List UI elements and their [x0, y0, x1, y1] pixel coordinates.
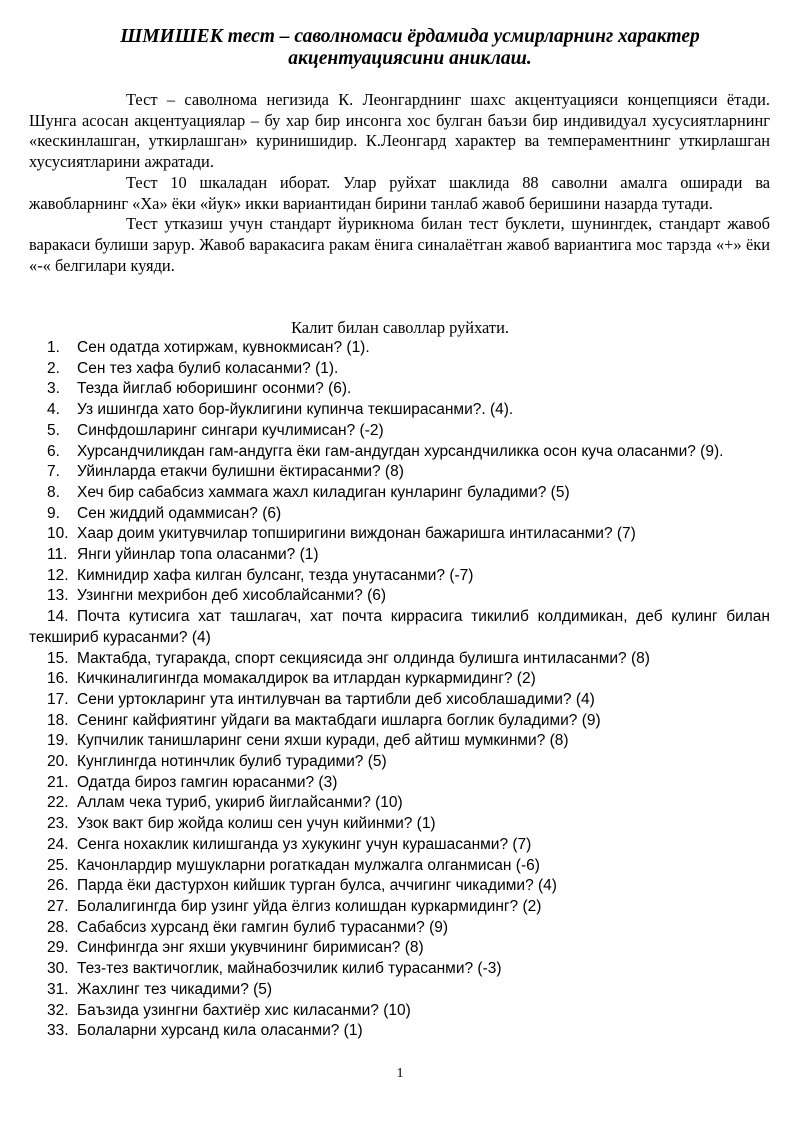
question-item [29, 524, 770, 545]
question-number: 8. [47, 483, 60, 501]
question-number: 3. [47, 380, 60, 398]
question-text: Узок вакт бир жойда колиш сен учун кийинми? (1) [77, 815, 436, 833]
question-item [29, 752, 770, 773]
question-list-title: Калит билан саволлар руйхати. [291, 318, 509, 337]
question-text: Сен одатда хотиржам, кувнокмисан? (1). [77, 339, 370, 356]
question-number: 25. [47, 856, 69, 874]
question-text: Болалигингда бир узинг уйда ёлгиз колишдан куркармидинг? (2) [77, 897, 542, 915]
question-item [29, 856, 770, 877]
question-item [29, 938, 770, 959]
intro-paragraph: Тест утказиш учун стандарт йурикнома билан тест буклети, шунингдек, стандарт жавоб варакаси булиши зарур. Жавоб варакасига ракам ёнига синалаётган жавоб вариантига мос тарзда «+» ёки «-« белгилари куяди. [29, 214, 770, 275]
question-item [29, 462, 770, 483]
question-item [29, 669, 770, 690]
question-number: 23. [47, 815, 69, 833]
question-number: 28. [47, 918, 69, 936]
intro-paragraph: Тест – саволнома негизида К. Леонгарднинг шахс акцентуацияси концепцияси ётади. Шунга асосан акцентуациялар – бу хар бир инсонга хос булган баъзи бир индивидуал хусусиятларнинг «кескинлашган, уткирлашган» куринишидир. К.Леонгард характер ва темпераментнинг уткирлашган хусусиятларини ажратади. [29, 90, 770, 172]
question-item [29, 338, 770, 359]
question-text: Одатда бироз гамгин юрасанми? (3) [77, 773, 338, 791]
question-item [29, 566, 770, 587]
question-item [29, 897, 770, 918]
question-text: Качонлардир мушукларни рогаткадан мулжалга олганмисан (-6) [77, 856, 540, 874]
question-number: 21. [47, 773, 69, 791]
question-number: 18. [47, 711, 69, 729]
question-text: Аллам чека туриб, укириб йиглайсанми? (10) [77, 794, 403, 812]
question-number: 2. [47, 359, 60, 377]
question-text: Уйинларда етакчи булишни ёктирасанми? (8) [77, 463, 404, 481]
question-number: 27. [47, 897, 69, 915]
question-text: Синфингда энг яхши укувчининг биримисан? (8) [77, 939, 424, 957]
document-title: ШМИШЕК тест – саволномаси ёрдамида усмирларнинг характер акцентуациясини аниклаш. [120, 26, 700, 69]
question-text: Купчилик танишларинг сени яхши куради, деб айтиш мумкинми? (8) [77, 732, 569, 750]
question-number: 6. [47, 442, 60, 460]
question-number: 32. [47, 1001, 69, 1019]
question-number: 13. [47, 587, 69, 605]
question-text: Узингни мехрибон деб хисоблайсанми? (6) [77, 587, 387, 605]
question-item [29, 649, 770, 670]
question-number: 20. [47, 753, 69, 771]
question-text: Уз ишингда хато бор-йуклигини купинча текширасанми?. (4). [77, 401, 514, 419]
question-text: Сабабсиз хурсанд ёки гамгин булиб турасанми? (9) [77, 918, 449, 936]
question-item [29, 918, 770, 939]
question-text: Парда ёки дастурхон кийшик турган булса, аччигинг чикадими? (4) [77, 877, 557, 895]
question-item [29, 359, 770, 380]
question-item [29, 379, 770, 400]
question-text: Болаларни хурсанд кила оласанми? (1) [77, 1022, 363, 1040]
question-text: Тезда йиглаб юборишинг осонми? (6). [77, 380, 352, 398]
question-item [29, 773, 770, 794]
question-text: Хаар доим укитувчилар топширигини виждонан бажаришга интиласанми? (7) [77, 525, 636, 543]
question-item [29, 483, 770, 504]
question-number: 22. [47, 794, 69, 812]
question-number: 17. [47, 690, 69, 708]
question-text: Жахлинг тез чикадими? (5) [77, 980, 273, 998]
question-text: Синфдошларинг сингари кучлимисан? (-2) [77, 421, 384, 439]
question-text: Кичкиналигингда момакалдирок ва итлардан куркармидинг? (2) [77, 670, 536, 688]
question-item [29, 690, 770, 711]
question-text: Янги уйинлар топа оласанми? (1) [77, 546, 319, 564]
question-number: 30. [47, 960, 69, 978]
question-text: Тез-тез вактичоглик, майнабозчилик килиб турасанми? (-3) [77, 960, 502, 978]
question-text: Сени уртокларинг ута интилувчан ва тартибли деб хисоблашадими? (4) [77, 690, 595, 708]
question-item [29, 731, 770, 752]
question-item [29, 504, 770, 525]
question-number: 26. [47, 877, 69, 895]
question-text: Почта кутисига хат ташлагач, хат почта киррасига тикилиб колдимикан, деб кулинг билан текшириб курасанми? (4) [29, 608, 770, 646]
question-number: 19. [47, 732, 69, 750]
question-number: 24. [47, 835, 69, 853]
intro-paragraph: Тест 10 шкаладан иборат. Улар руйхат шаклида 88 саволни амалга оширади ва жавобларнинг «Ха» ёки «йук» икки вариантидан бирини танлаб жавоб беришини назарда тутади. [29, 172, 770, 213]
question-item [29, 980, 770, 1001]
question-item [29, 545, 770, 566]
question-item [29, 711, 770, 732]
question-number: 15. [47, 649, 69, 667]
question-text: Мактабда, тугаракда, спорт секциясида энг олдинда булишга интиласанми? (8) [77, 649, 650, 667]
question-list [29, 338, 770, 1042]
question-item [29, 876, 770, 897]
question-item [29, 959, 770, 980]
question-text: Сен жиддий одаммисан? (6) [77, 504, 282, 522]
question-number: 12. [47, 566, 69, 584]
question-number: 4. [47, 401, 60, 419]
question-item [29, 1021, 770, 1042]
question-number: 14. [47, 608, 69, 626]
question-number: 29. [47, 939, 69, 957]
question-number: 1. [47, 339, 60, 356]
question-item [29, 814, 770, 835]
question-item [29, 421, 770, 442]
question-text: Хурсандчиликдан гам-андугга ёки гам-андугдан хурсандчиликка осон куча оласанми? (9). [77, 442, 724, 460]
question-number: 31. [47, 980, 69, 998]
question-item [29, 400, 770, 421]
question-text: Баъзида узингни бахтиёр хис киласанми? (10) [77, 1001, 411, 1019]
question-text: Хеч бир сабабсиз хаммага жахл киладиган кунларинг буладими? (5) [77, 483, 570, 501]
question-text: Сен тез хафа булиб коласанми? (1). [77, 359, 339, 377]
question-item [29, 835, 770, 856]
question-text: Сенинг кайфиятинг уйдаги ва мактабдаги ишларга боглик буладими? (9) [77, 711, 601, 729]
question-number: 9. [47, 504, 60, 522]
question-item [29, 442, 770, 463]
question-item [29, 1001, 770, 1022]
question-number: 5. [47, 421, 60, 439]
question-number: 16. [47, 670, 69, 688]
question-number: 7. [47, 463, 60, 481]
intro-section [29, 90, 770, 276]
question-item [29, 793, 770, 814]
question-text: Кимнидир хафа килган булсанг, тезда унутасанми? (-7) [77, 566, 474, 584]
question-number: 11. [47, 546, 68, 564]
question-number: 10. [47, 525, 69, 543]
question-item [29, 586, 770, 607]
question-text: Кунглингда нотинчлик булиб турадими? (5) [77, 753, 387, 771]
page-number: 1 [396, 1066, 404, 1081]
question-number: 33. [47, 1022, 69, 1040]
question-item [29, 607, 770, 648]
question-text: Сенга нохаклик килишганда уз хукукинг учун курашасанми? (7) [77, 835, 532, 853]
